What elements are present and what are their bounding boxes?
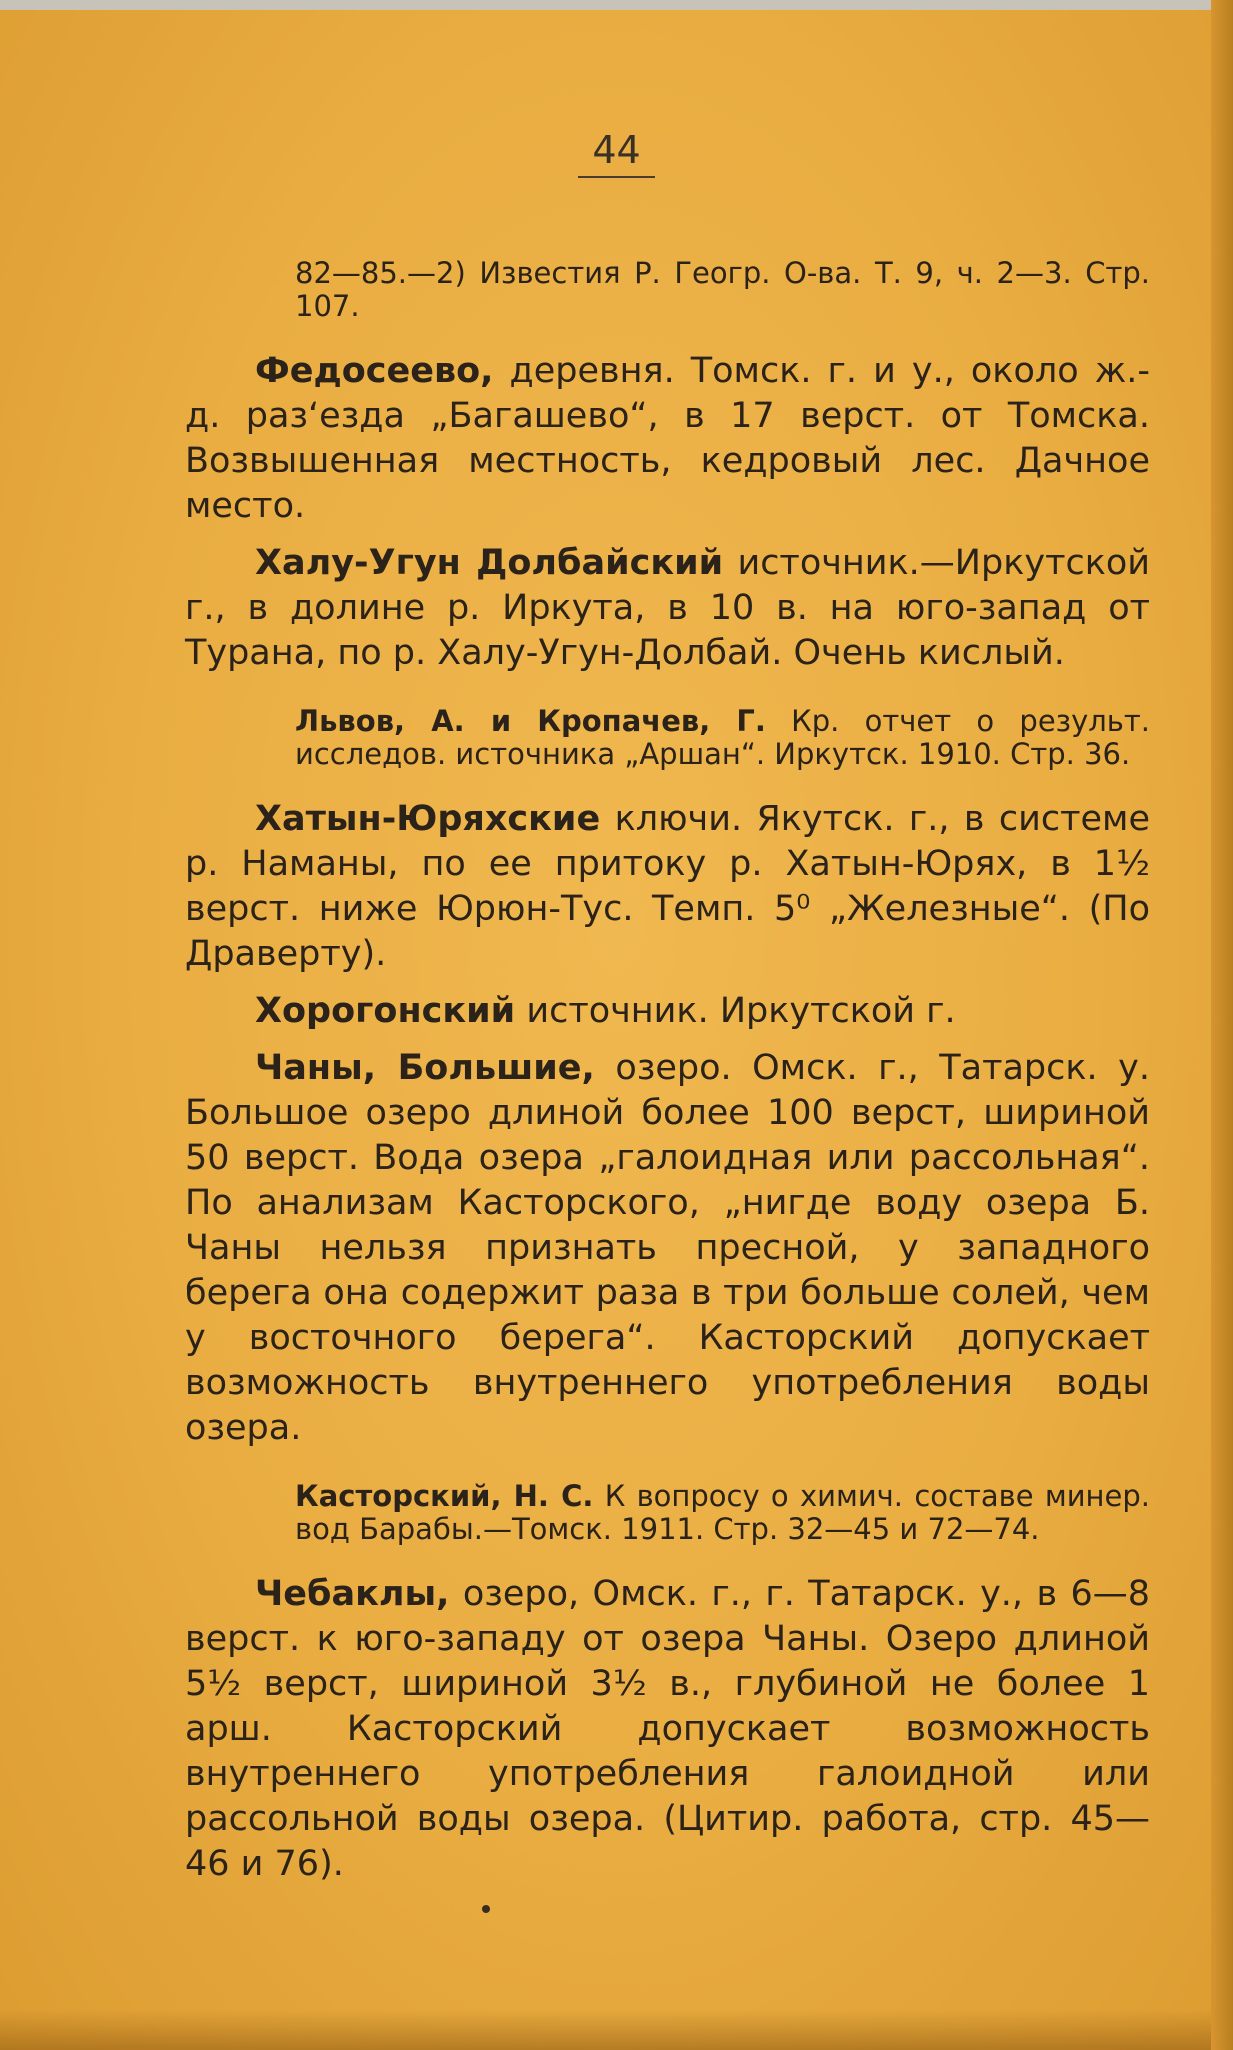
page-number: 44 [0,128,1233,178]
reference-kastorsky: Касторский, Н. С. К вопросу о химич. составе минер. вод Барабы.—Томск. 1911. Стр. 32—45 и 72—74. [295,1479,1150,1546]
page-bottom-edge [0,2010,1233,2050]
page-text [185,228,1150,1899]
entry-khorogonsky: Хорогонский источник. Иркутской г. [255,991,956,1031]
ink-dot [482,1905,490,1913]
entry-khalu-ugun: Халу-Угун Долбайский источник.—Иркутской г., в долине р. Иркута, в 10 в. на юго-запад от Турана, по р. Халу-Угун-Долбай. Очень кислый. [185,543,1150,673]
entry-chany: Чаны, Большие, озеро. Омск. г., Татарск. у. Большое озеро длиной более 100 верст, шириной 50 верст. Вода озера „галоидная или рассольная“. По анализам Касторского, „нигде воду озера Б. Чаны нельзя признать пресной, у западного берега она содержит раза в три больше солей, чем у восточного берега“. Касторский допускает возможность внутреннего употребления воды озера. [185,1048,1150,1448]
entry-chebakly: Чебаклы, озеро, Омск. г., г. Татарск. у., в 6—8 верст. к юго-западу от озера Чаны. Озеро длиной 5½ верст, шириной 3½ в., глубиной не более 1 арш. Касторский допускает возможность внутреннего употребления галоидной или рассольной воды озера. (Цитир. работа, стр. 45—46 и 76). [185,1574,1150,1884]
entry-fedoseevo: Федосеево, деревня. Томск. г. и у., около ж.-д. раз‘езда „Багашево“, в 17 верст. от Томска. Возвышенная местность, кедровый лес. Дачное место. [185,351,1150,526]
reference-lvov: Львов, А. и Кропачев, Г. Кр. отчет о результ. исследов. источника „Аршан“. Иркутск. 1910. Стр. 36. [295,704,1151,771]
reference-continued: 82—85.—2) Известия Р. Геогр. О-ва. Т. 9, ч. 2—3. Стр. 107. [295,256,1150,323]
entry-khatyn-yuryakh: Хатын-Юряхские ключи. Якутск. г., в системе р. Наманы, по ее притоку р. Хатын-Юрях, в 1½ верст. ниже Юрюн-Тус. Темп. 5⁰ „Железные“. (По Драверту). [185,799,1150,974]
